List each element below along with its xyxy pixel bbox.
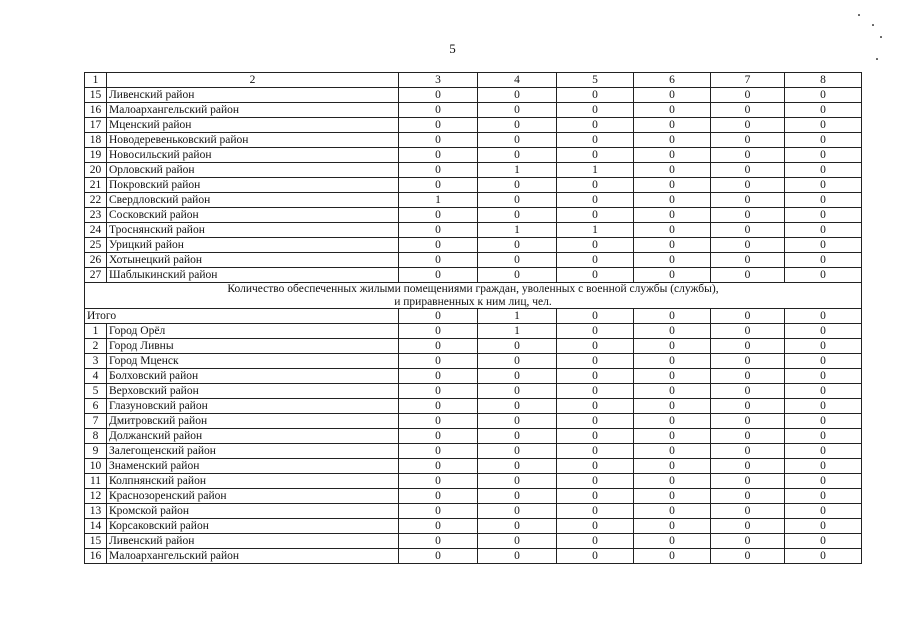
row-number: 26 [85,253,107,268]
total-value-cell: 0 [634,309,711,324]
value-cell: 0 [399,429,478,444]
value-cell: 0 [634,459,711,474]
value-cell: 0 [785,504,862,519]
total-row [85,309,862,324]
column-header-3: 3 [399,73,478,88]
value-cell: 0 [785,444,862,459]
district-name: Болховский район [107,369,399,384]
table-row [85,118,862,133]
value-cell: 0 [711,253,785,268]
value-cell: 0 [399,459,478,474]
value-cell: 0 [478,148,557,163]
value-cell: 0 [785,223,862,238]
row-number: 8 [85,429,107,444]
value-cell: 0 [785,88,862,103]
table-row [85,148,862,163]
value-cell: 0 [634,268,711,283]
value-cell: 0 [557,208,634,223]
value-cell: 0 [711,163,785,178]
value-cell: 0 [785,474,862,489]
value-cell: 0 [557,103,634,118]
value-cell: 0 [399,474,478,489]
row-number: 22 [85,193,107,208]
scan-specks [850,8,900,68]
value-cell: 0 [478,238,557,253]
value-cell: 0 [478,549,557,564]
district-name: Троснянский район [107,223,399,238]
district-name: Город Ливны [107,339,399,354]
district-name: Мценский район [107,118,399,133]
value-cell: 0 [634,223,711,238]
column-header-8: 8 [785,73,862,88]
district-name: Залегощенский район [107,444,399,459]
value-cell: 0 [478,414,557,429]
value-cell: 0 [711,88,785,103]
value-cell: 0 [711,339,785,354]
table-row [85,103,862,118]
table-row [85,549,862,564]
value-cell: 0 [711,384,785,399]
value-cell: 0 [399,384,478,399]
value-cell: 0 [557,399,634,414]
value-cell: 0 [785,369,862,384]
table-row [85,178,862,193]
row-number: 9 [85,444,107,459]
value-cell: 0 [711,489,785,504]
value-cell: 0 [399,399,478,414]
value-cell: 1 [478,163,557,178]
value-cell: 0 [557,193,634,208]
table-row [85,369,862,384]
value-cell: 0 [478,178,557,193]
value-cell: 0 [478,534,557,549]
value-cell: 0 [711,429,785,444]
value-cell: 0 [711,474,785,489]
value-cell: 0 [785,268,862,283]
table-row [85,88,862,103]
value-cell: 0 [557,549,634,564]
value-cell: 0 [478,339,557,354]
value-cell: 0 [785,324,862,339]
value-cell: 0 [557,519,634,534]
total-value-cell: 0 [785,309,862,324]
row-number: 24 [85,223,107,238]
value-cell: 0 [557,148,634,163]
table-row [85,384,862,399]
value-cell: 0 [557,534,634,549]
value-cell: 0 [785,253,862,268]
value-cell: 0 [785,534,862,549]
value-cell: 0 [478,268,557,283]
table-row [85,444,862,459]
value-cell: 1 [478,324,557,339]
value-cell: 0 [557,474,634,489]
district-name: Свердловский район [107,193,399,208]
value-cell: 0 [711,103,785,118]
district-name: Сосковский район [107,208,399,223]
district-name: Глазуновский район [107,399,399,414]
value-cell: 0 [478,118,557,133]
value-cell: 0 [711,238,785,253]
value-cell: 0 [399,223,478,238]
total-label: Итого [85,309,399,324]
value-cell: 0 [634,324,711,339]
value-cell: 0 [785,414,862,429]
table-row [85,414,862,429]
value-cell: 0 [785,429,862,444]
row-number: 5 [85,384,107,399]
value-cell: 0 [634,208,711,223]
value-cell: 0 [399,178,478,193]
value-cell: 0 [634,133,711,148]
value-cell: 0 [557,88,634,103]
column-header-4: 4 [478,73,557,88]
value-cell: 0 [634,489,711,504]
value-cell: 0 [634,253,711,268]
value-cell: 0 [634,504,711,519]
row-number: 20 [85,163,107,178]
value-cell: 0 [399,519,478,534]
row-number: 15 [85,534,107,549]
value-cell: 0 [478,429,557,444]
value-cell: 0 [634,148,711,163]
value-cell: 0 [399,504,478,519]
value-cell: 0 [478,369,557,384]
value-cell: 0 [557,384,634,399]
district-name: Колпнянский район [107,474,399,489]
value-cell: 0 [399,253,478,268]
column-header-1: 1 [85,73,107,88]
value-cell: 0 [711,223,785,238]
value-cell: 0 [785,519,862,534]
table-row [85,133,862,148]
data-table [84,72,862,564]
district-name: Ливенский район [107,88,399,103]
value-cell: 0 [634,163,711,178]
value-cell: 0 [557,354,634,369]
value-cell: 0 [399,324,478,339]
value-cell: 0 [557,339,634,354]
value-cell: 0 [785,133,862,148]
value-cell: 0 [634,534,711,549]
value-cell: 0 [557,459,634,474]
value-cell: 0 [399,88,478,103]
total-value-cell: 0 [711,309,785,324]
table-row [85,459,862,474]
value-cell: 0 [399,148,478,163]
value-cell: 0 [478,444,557,459]
row-number: 11 [85,474,107,489]
district-name: Верховский район [107,384,399,399]
column-header-5: 5 [557,73,634,88]
value-cell: 0 [478,399,557,414]
district-name: Новодеревеньковский район [107,133,399,148]
value-cell: 0 [399,339,478,354]
district-name: Кромской район [107,504,399,519]
value-cell: 0 [557,324,634,339]
section-title-line-2: и приравненных к ним лиц, чел. [394,295,552,308]
value-cell: 0 [785,459,862,474]
table-row [85,324,862,339]
header-row [85,73,862,88]
value-cell: 0 [478,459,557,474]
value-cell: 0 [785,148,862,163]
value-cell: 0 [478,354,557,369]
value-cell: 0 [478,103,557,118]
value-cell: 0 [557,489,634,504]
value-cell: 0 [399,208,478,223]
value-cell: 0 [711,268,785,283]
value-cell: 0 [478,519,557,534]
district-name: Краснозоренский район [107,489,399,504]
value-cell: 0 [634,178,711,193]
value-cell: 0 [557,429,634,444]
value-cell: 0 [634,414,711,429]
row-number: 12 [85,489,107,504]
value-cell: 0 [399,549,478,564]
value-cell: 0 [478,133,557,148]
column-header-7: 7 [711,73,785,88]
value-cell: 0 [478,474,557,489]
value-cell: 0 [557,178,634,193]
value-cell: 0 [634,369,711,384]
value-cell: 0 [634,429,711,444]
district-name: Должанский район [107,429,399,444]
row-number: 17 [85,118,107,133]
value-cell: 0 [785,238,862,253]
table-row [85,489,862,504]
district-name: Шаблыкинский район [107,268,399,283]
value-cell: 0 [399,163,478,178]
value-cell: 0 [557,253,634,268]
value-cell: 0 [711,324,785,339]
section-title [85,283,862,309]
row-number: 23 [85,208,107,223]
column-header-6: 6 [634,73,711,88]
total-value-cell: 1 [478,309,557,324]
table-row [85,268,862,283]
value-cell: 0 [711,504,785,519]
table-row [85,253,862,268]
value-cell: 0 [785,354,862,369]
district-name: Город Орёл [107,324,399,339]
value-cell: 0 [399,489,478,504]
value-cell: 0 [634,88,711,103]
section-title-row [85,283,862,309]
value-cell: 0 [557,504,634,519]
table-row [85,504,862,519]
value-cell: 0 [634,474,711,489]
value-cell: 0 [399,118,478,133]
value-cell: 0 [711,549,785,564]
value-cell: 0 [711,118,785,133]
value-cell: 1 [399,193,478,208]
value-cell: 0 [634,354,711,369]
value-cell: 0 [711,414,785,429]
district-name: Город Мценск [107,354,399,369]
district-name: Хотынецкий район [107,253,399,268]
value-cell: 0 [557,369,634,384]
row-number: 19 [85,148,107,163]
row-number: 4 [85,369,107,384]
value-cell: 0 [634,103,711,118]
row-number: 3 [85,354,107,369]
table-row [85,339,862,354]
value-cell: 0 [557,414,634,429]
value-cell: 0 [711,208,785,223]
table-row [85,163,862,178]
row-number: 16 [85,549,107,564]
value-cell: 0 [711,148,785,163]
row-number: 15 [85,88,107,103]
value-cell: 0 [634,193,711,208]
row-number: 27 [85,268,107,283]
value-cell: 0 [785,193,862,208]
value-cell: 0 [557,444,634,459]
value-cell: 0 [557,118,634,133]
row-number: 21 [85,178,107,193]
value-cell: 0 [634,339,711,354]
value-cell: 0 [557,268,634,283]
table-row [85,208,862,223]
value-cell: 0 [399,238,478,253]
value-cell: 0 [478,88,557,103]
value-cell: 0 [399,414,478,429]
table-body [85,73,862,564]
value-cell: 0 [557,133,634,148]
total-value-cell: 0 [557,309,634,324]
value-cell: 0 [634,399,711,414]
value-cell: 0 [399,268,478,283]
table-row [85,193,862,208]
value-cell: 0 [785,103,862,118]
district-name: Орловский район [107,163,399,178]
value-cell: 0 [478,489,557,504]
value-cell: 0 [634,118,711,133]
value-cell: 0 [711,534,785,549]
value-cell: 0 [711,369,785,384]
district-name: Урицкий район [107,238,399,253]
row-number: 14 [85,519,107,534]
value-cell: 0 [478,504,557,519]
value-cell: 0 [785,489,862,504]
value-cell: 0 [634,238,711,253]
value-cell: 0 [399,369,478,384]
district-name: Малоархангельский район [107,103,399,118]
district-name: Дмитровский район [107,414,399,429]
value-cell: 0 [785,549,862,564]
value-cell: 0 [399,103,478,118]
total-value-cell: 0 [399,309,478,324]
table-row [85,399,862,414]
value-cell: 0 [785,384,862,399]
value-cell: 0 [634,549,711,564]
row-number: 13 [85,504,107,519]
column-header-2: 2 [107,73,399,88]
value-cell: 0 [478,193,557,208]
value-cell: 0 [478,384,557,399]
value-cell: 0 [399,444,478,459]
value-cell: 0 [785,339,862,354]
page-number: 5 [449,41,456,56]
value-cell: 0 [557,238,634,253]
table-row [85,354,862,369]
value-cell: 0 [711,133,785,148]
value-cell: 0 [785,163,862,178]
value-cell: 0 [785,208,862,223]
value-cell: 0 [711,178,785,193]
row-number: 6 [85,399,107,414]
district-name: Новосильский район [107,148,399,163]
value-cell: 0 [785,178,862,193]
table-row [85,238,862,253]
row-number: 1 [85,324,107,339]
value-cell: 0 [711,354,785,369]
row-number: 2 [85,339,107,354]
value-cell: 0 [711,399,785,414]
row-number: 18 [85,133,107,148]
district-name: Знаменский район [107,459,399,474]
value-cell: 0 [478,208,557,223]
value-cell: 0 [711,519,785,534]
value-cell: 1 [478,223,557,238]
table-row [85,223,862,238]
value-cell: 0 [478,253,557,268]
table-row [85,429,862,444]
value-cell: 0 [399,133,478,148]
table-row [85,474,862,489]
value-cell: 0 [711,459,785,474]
district-name: Корсаковский район [107,519,399,534]
value-cell: 0 [634,519,711,534]
section-title-line-1: Количество обеспеченных жилыми помещениями граждан, уволенных с военной службы (службы), [227,283,719,295]
row-number: 25 [85,238,107,253]
value-cell: 0 [399,354,478,369]
value-cell: 1 [557,223,634,238]
value-cell: 0 [785,118,862,133]
row-number: 10 [85,459,107,474]
row-number: 7 [85,414,107,429]
value-cell: 0 [711,444,785,459]
value-cell: 0 [785,399,862,414]
value-cell: 0 [399,534,478,549]
table-row [85,534,862,549]
value-cell: 0 [634,444,711,459]
value-cell: 0 [634,384,711,399]
value-cell: 1 [557,163,634,178]
district-name: Ливенский район [107,534,399,549]
row-number: 16 [85,103,107,118]
district-name: Покровский район [107,178,399,193]
value-cell: 0 [711,193,785,208]
district-name: Малоархангельский район [107,549,399,564]
table-row [85,519,862,534]
